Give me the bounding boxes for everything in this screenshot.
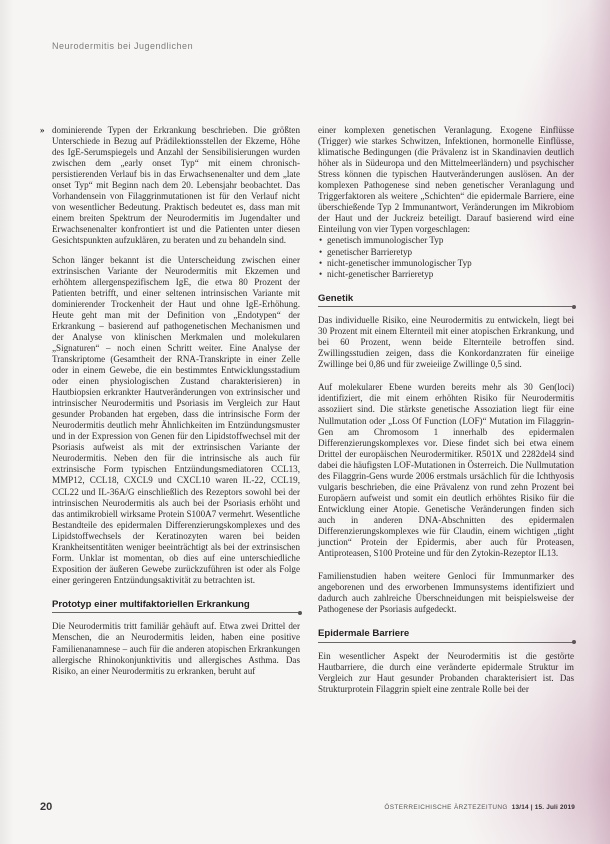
article-paragraph: Auf molekularer Ebene wurden bereits mehr als 30 Gen(loci) identifiziert, die mit einem erhöhten Risiko für Neurodermitis assoziiert sind. Die stärkste genetische Assoziation liegt für eine Nullmutation oder „Loss Of Function (LOF)“ Mutation im Filaggrin-Gen am Chromosom 1 innerhalb des epidermalen Differenzierungskomplexes vor. Diese findet sich bei etwa einem Drittel der europäischen Neurodermitiker. R501X und 2282del4 sind dabei die häufigsten LOF-Mutationen in Österreich. Die Nullmutation des Filaggrin-Gens wurde 2006 erstmals ursächlich für die Ichthyosis vulgaris beschrieben, die eine Prävalenz von rund zehn Prozent bei Europäern aufweist und somit ein deutlich erhöhtes Risiko für die Entwicklung einer Atopie. Genetische Veränderungen finden sich auch in anderen DNA-Abschnitten des epidermalen Differenzierungskomplexes wie für Claudin, einem wichtigen „tight junction“ Protein der Epidermis, aber auch für Proteasen, Antiproteasen, S100 Proteine und für den Zytokin-Rezeptor IL13. (318, 382, 574, 559)
article-paragraph: Ein wesentlicher Aspekt der Neurodermitis ist die gestörte Hautbarriere, die durch eine veränderte epidermale Struktur im Vergleich zur Haut gesunder Probanden charakterisiert ist. Das Strukturprotein Filaggrin spielt eine zentrale Rolle bei der (318, 650, 574, 694)
paragraph-text: dominierende Typen der Erkrankung beschrieben. Die größten Unterschiede in Bezug auf Prädilektionsstellen der Ekzeme, Höhe des IgE-Serumspiegels und Anzahl der Sensibilisierungen wurden zwischen dem „early onset Typ“ mit einem chronisch-persistierenden Verlauf bis in das Erwachsenenalter und dem „late onset Typ“ mit Beginn nach dem 20. Lebensjahr beobachtet. Das Vorhandensein von Filaggrinmutationen ist für den Verlauf nicht von wesentlicher Bedeutung. Praktisch bedeutet es, dass man mit einem breiten Spektrum der Neurodermitis im Jugendalter und Erwachsenenalter konfrontiert ist und die Patienten unter diesen Gesichtspunkten aufzuklären, zu beraten und zu behandeln sind. (52, 125, 300, 246)
heading-rule (318, 306, 574, 307)
section-heading-epidermale-barriere (318, 627, 574, 643)
section-heading-prototyp (52, 598, 300, 614)
article-paragraph (40, 125, 300, 247)
section-title: Prototyp einer multifaktoriellen Erkrankung (52, 598, 250, 610)
left-column (40, 125, 300, 677)
list-item: • nicht-genetischer immunologischer Typ (318, 258, 574, 269)
section-title: Genetik (318, 292, 354, 304)
right-column (318, 125, 574, 695)
page-number: 20 (40, 801, 53, 813)
rule-end-dot (572, 305, 576, 309)
article-paragraph: Die Neurodermitis tritt familiär gehäuft auf. Etwa zwei Drittel der Menschen, die an Neurodermitis leiden, haben eine positive Familienanamnese – auch für die anderen atopischen Erkrankungen allergische Rhinokonjunktivitis und allergisches Asthma. Das Risiko, an einer Neurodermitis zu erkranken, beruht auf (52, 621, 300, 676)
publication-name: ÖSTERREICHISCHE ÄRZTEZEITUNG (384, 804, 508, 811)
running-title: Neurodermitis bei Jugendlichen (52, 41, 194, 51)
list-item: • nicht-genetischer Barrieretyp (318, 269, 574, 280)
heading-rule (318, 642, 574, 643)
section-title: Epidermale Barriere (318, 628, 410, 640)
publication-footer (384, 804, 575, 811)
section-heading-genetik (318, 292, 574, 308)
list-item: • genetisch immunologischer Typ (318, 235, 574, 246)
continuation-mark: » (40, 125, 45, 135)
types-list (318, 235, 574, 279)
issue-date: 13/14 | 15. Juli 2019 (511, 804, 575, 811)
article-paragraph: einer komplexen genetischen Veranlagung. Exogene Einflüsse (Trigger) wie starkes Schwitzen, Infektionen, hormonelle Einflüsse, klimatische Bedingungen (die Prävalenz ist in Skandinavien deutlich höher als in Südeuropa und den Mittelmeerländern) und psychischer Stress können die typischen Hautveränderungen auslösen. An der komplexen Pathogenese sind neben genetischer Veranlagung und Triggerfaktoren als weitere „Schichten“ die epidermale Barriere, eine überschießende Typ 2 Immunantwort, Veränderungen im Mikrobiom der Haut und der Juckreiz beteiligt. Darauf basierend wird eine Einteilung von vier Typen vorgeschlagen: (318, 125, 574, 235)
rule-end-dot (572, 640, 576, 644)
list-item: • genetischer Barrieretyp (318, 247, 574, 258)
article-paragraph: Familienstudien haben weitere Genloci für Immunmarker des angeborenen und des erworbenen Immunsystems identifiziert und dadurch auch zahlreiche Überschneidungen mit beispielsweise der Pathogenese der Psoriasis aufgedeckt. (318, 571, 574, 615)
heading-rule (52, 612, 300, 613)
rule-end-dot (298, 611, 302, 615)
article-paragraph: Schon länger bekannt ist die Unterscheidung zwischen einer extrinsischen Variante der Neurodermitis mit Ekzemen und erhöhtem allergenspezifischem IgE, die etwa 80 Prozent der Patienten betrifft, und einer seltenen intrinsischen Variante mit dominierender Trockenheit der Haut und ohne IgE-Erhöhung. Heute geht man mit der Definition von „Endotypen“ der Erkrankung – basierend auf pathogenetischen Mechanismen und der Analyse von klinischen Merkmalen und molekularen „Signaturen“ – noch einen Schritt weiter. Eine Analyse der Transkriptome (Gesamtheit der RNA-Transkripte in einer Zelle oder in einem Gewebe, die ein bestimmtes Entwicklungsstadium oder einen physiologischen Zustand charakterisieren) in Hautbiopsien erkrankter Hautveränderungen von extrinsischer und intrinsischer Neurodermitis und Psoriasis im Vergleich zur Haut gesunder Probanden hat ergeben, dass die intrinsische Form der Neurodermitis deutlich mehr Ähnlichkeiten im Entzündungsmuster und in der Expression von Genen für den Lipidstoffwechsel mit der Psoriasis aufweist als mit der extrinsischen Variante der Neurodermitis. Neben den für die intrinsische als auch für extrinsische Form typischen Entzündungsmediatoren CCL13, MMP12, CCL18, CXCL9 und CXCL10 waren IL-22, CCL19, CCL22 und IL-36A/G einschließlich des Rezeptors sowohl bei der intrinsischen Neurodermitis als auch bei der Psoriasis erhöht und das antimikrobiell wirksame Protein S100A7 vermehrt. Wesentliche Bestandteile des epidermalen Differenzierungskomplexes und des Lipidstoffwechsels der Keratinozyten waren bei beiden Krankheitsentitäten weniger beeinträchtigt als bei der extrinsischen Form. Unklar ist momentan, ob dies auf eine unterschiedliche Exposition der äußeren Gewebe zurückzuführen ist oder als Folge einer geringeren Entzündungsaktivität zu betrachten ist. (52, 254, 300, 585)
article-paragraph: Das individuelle Risiko, eine Neurodermitis zu entwickeln, liegt bei 30 Prozent mit einem Elternteil mit einer atopischen Erkrankung, und bei 60 Prozent, wenn beide Elternteile betroffen sind. Zwillingsstudien zeigen, dass die Konkordanzraten für eineiige Zwillinge bei 0,86 und für zweieiige Zwillinge 0,5 sind. (318, 315, 574, 370)
